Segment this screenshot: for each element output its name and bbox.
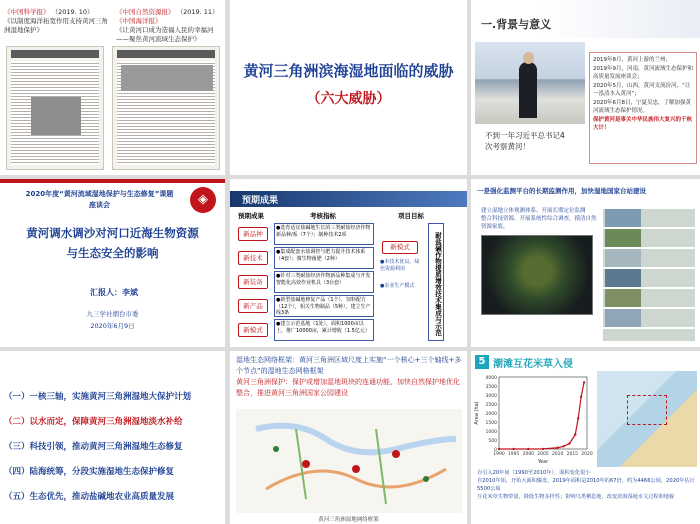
- visit-notes-box: [589, 52, 697, 164]
- monitoring-item: 整合科技资源、开展系统性综合调查，摸清自然资源家底。: [481, 216, 597, 230]
- network-map: [236, 409, 462, 513]
- result-label: 新技术: [238, 251, 268, 265]
- data-point: [580, 396, 582, 398]
- goal-text-1: ●本技术优良、绿色资源利用: [380, 259, 420, 272]
- result-indicator: ●建立示范基地（1处），面积1000亩以上，推广10000亩，累计增收（1.5亿元）: [274, 319, 374, 341]
- x-tick-label: 2020: [581, 452, 593, 457]
- data-point: [527, 448, 529, 450]
- visit-note: 2019年9月，河南，黄河流域生态保护和高质量发展座谈会；: [593, 65, 693, 80]
- measure-item: （一）一核三轴，实施黄河三角洲湿地大保护计划: [4, 392, 192, 402]
- cite2-source: 《中国自然资源报》: [116, 8, 175, 16]
- result-row: [236, 319, 456, 341]
- y-tick-label: 500: [488, 439, 497, 444]
- cite2-sub: 《中国海洋报》: [116, 17, 162, 25]
- threats-slide: [230, 0, 467, 175]
- y-tick-label: 3500: [485, 385, 497, 390]
- data-point: [583, 381, 585, 383]
- y-tick-label: 3000: [485, 394, 497, 399]
- measure-item: （三）科技引领，推动黄河三角洲湿地生态修复: [4, 442, 183, 452]
- data-point: [574, 433, 576, 435]
- col-header-results: 预期成果: [238, 212, 264, 220]
- y-tick-label: 0: [494, 448, 497, 453]
- x-axis-label: Year: [537, 459, 549, 465]
- visit-note: 2019年8月，黄河上游的兰州；: [593, 57, 671, 63]
- col-header-indicators: 考核指标: [310, 212, 336, 220]
- y-tick-label: 1500: [485, 421, 497, 426]
- data-point: [542, 448, 544, 450]
- report-title-line2: 与生态安全的影响: [66, 246, 159, 260]
- x-tick-label: 1990: [493, 452, 505, 457]
- network-line-1: 湿地生态网络框架：黄河三角洲区域尺度上实施“一个核心+三个轴线+多个节点”的湿地生态网格框架: [236, 356, 462, 375]
- data-point: [556, 447, 558, 449]
- y-tick-label: 2000: [485, 412, 497, 417]
- spartina-bullet: 自2010年始，开始大面积爆发，2019年面积是2010年的67倍，约为4466公顷，2020年估计5500公顷: [477, 478, 695, 492]
- spartina-area-chart: [473, 373, 593, 465]
- meeting-name-line2: 座谈会: [89, 201, 110, 209]
- x-tick-label: 2005: [537, 452, 549, 457]
- x-tick-label: 1995: [507, 452, 520, 457]
- project-goal-vertical: 耐盐碱作物提质增效技术集成与示范: [428, 223, 444, 341]
- visit-note-highlight: 保护黄河是事关中华民族伟大复兴的千秋大计！: [593, 116, 693, 131]
- goal-text-2: ●农业生产模式: [380, 283, 415, 289]
- report-title-line1: 黄河调水调沙对河口近海生物资源: [26, 226, 199, 240]
- newspaper-slide: [0, 0, 225, 175]
- col-header-goals: 项目目标: [398, 212, 424, 220]
- y-axis-label: Area (ha): [474, 401, 480, 425]
- reporter: 汇报人：李斌: [90, 288, 138, 297]
- section-number-badge: 5: [475, 355, 489, 369]
- wetland-network-slide: [230, 351, 467, 524]
- measure-item: （五）生态优先，推动盐碱地农业高质量发展: [4, 492, 175, 502]
- station-photos: [603, 209, 695, 341]
- background-heading: 一.背景与意义: [481, 18, 552, 31]
- visit-note: 2020年6月8日，宁夏吴忠，了解加强黄河流域生态保护情况。: [593, 99, 691, 114]
- newspaper-clipping-2: [112, 46, 220, 170]
- meeting-name-line1: 2020年度“黄河流域湿地保护与生态修复”课题: [25, 190, 174, 198]
- y-tick-label: 1000: [485, 430, 497, 435]
- result-label: 新产品: [238, 299, 268, 313]
- result-indicator: ●集成配套水盐调控与肥力提升技术体系（4套）；微生物菌肥（2种）: [274, 247, 374, 269]
- result-indicator: ●选育适宜盐碱地生长的三类耐盐经济作物新品种/系（7个）；制种技术2项: [274, 223, 374, 245]
- result-indicator: ●新型盐碱地修复产品（1个），饲料配方（12个），相关生物制品（5种），建立生产线3条: [274, 295, 374, 317]
- monitoring-item: 建立湿地立体观测体系、开展长期定位监测: [481, 208, 586, 214]
- photo-caption-1: 不到一年习近平总书记4: [485, 131, 565, 140]
- result-label: 新模式: [238, 323, 268, 337]
- newspaper-clipping-1: [6, 46, 104, 170]
- data-point: [498, 448, 500, 450]
- result-row: [236, 295, 456, 317]
- data-point: [568, 442, 570, 444]
- plot-frame: [499, 377, 587, 449]
- data-point: [577, 417, 579, 419]
- x-tick-label: 2010: [551, 452, 564, 457]
- spartina-slide: [471, 351, 700, 524]
- x-tick-label: 2000: [522, 452, 535, 457]
- result-label: 新品种: [238, 227, 268, 241]
- visit-note: 2020年5月，山西，黄河支流汾河，“让一泓清水入黄河”；: [593, 82, 691, 97]
- data-point: [562, 445, 564, 447]
- cite1-source: 《中国科学报》: [4, 8, 50, 16]
- network-line-2: 黄河三角洲保护：保护或增加湿地斑块的连通功能，加快自然保护地优化整合，推进黄河三角洲国家公园建设: [236, 378, 460, 397]
- monitoring-slide: [471, 179, 700, 347]
- spartina-bullet: 互花米草生物带量，降低生物多样性；影响鸟类栖息地，改变滨海湿地水文过程和地貌: [477, 494, 675, 500]
- result-row: [236, 223, 456, 245]
- organization: 九三学社烟台市委: [86, 310, 139, 318]
- spartina-title: 潮滩互花米草入侵: [493, 359, 573, 370]
- y-tick-label: 2500: [485, 403, 497, 408]
- spartina-map: [597, 371, 697, 467]
- seminar-slide: [0, 179, 225, 347]
- result-label: 新装备: [238, 275, 268, 289]
- spartina-bullet: 自引入20年间（1990至2010年），面积变化很小: [477, 470, 591, 476]
- x-tick-label: 2015: [566, 452, 579, 457]
- monitoring-heading: 一是强化监测平台的长期监测作用，加快湿地国家台站建设: [477, 187, 646, 195]
- background-slide: [471, 0, 700, 175]
- data-point: [512, 448, 514, 450]
- measures-slide: [0, 351, 225, 524]
- cite2-date: （2019. 11）: [176, 8, 219, 16]
- expected-results-header: 预期成果: [242, 196, 279, 206]
- network-map-caption: 黄河三角洲湿地网络框架: [318, 517, 379, 523]
- satellite-map: [481, 235, 593, 315]
- result-indicator: ●针对三类耐盐经济作物新品种集成与开发智能化高效作业机具（3台套）: [274, 271, 374, 293]
- cite2-title: 《让黄河口成为造福人民的幸福河——聚焦黄河流域生态保护》: [116, 26, 214, 43]
- seminar-logo: ◈: [190, 187, 216, 213]
- cite1-title: 《以制度海洋拓宽作用支持黄河三角洲湿地保护》: [4, 17, 108, 34]
- goal-mode-box: 新模式: [382, 241, 418, 254]
- photo-caption-2: 次考察黄河！: [485, 142, 530, 151]
- measure-item: （四）陆海统筹，分段实施湿地生态保护修复: [4, 467, 175, 477]
- y-tick-label: 4000: [485, 376, 497, 381]
- threats-subtitle: （六大威胁）: [306, 91, 391, 107]
- cite1-date: （2019. 10）: [51, 8, 94, 16]
- report-date: 2020年6月9日: [90, 322, 135, 330]
- leader-photo: [475, 42, 585, 124]
- threats-title: 黄河三角洲滨海湿地面临的威胁: [243, 62, 454, 80]
- expected-results-slide: [230, 179, 467, 347]
- measure-item: （二）以水而定，保障黄河三角洲湿地淡水补给: [4, 417, 183, 427]
